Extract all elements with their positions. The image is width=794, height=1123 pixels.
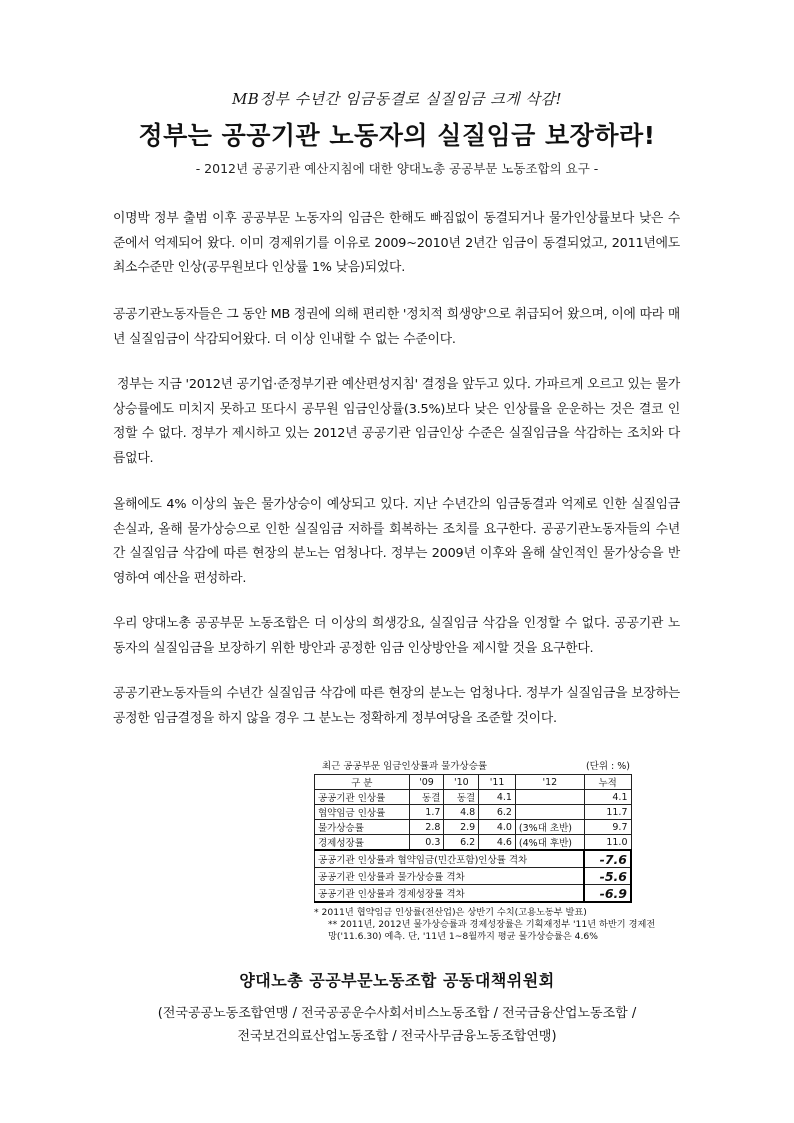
table-header-row	[315, 775, 632, 790]
cell-2010: 동결	[444, 790, 479, 805]
row-label: 공공기관 인상률	[315, 790, 410, 805]
subheadline: MB정부 수년간 임금동결로 실질임금 크게 삭감!	[231, 90, 563, 108]
member-unions-line-2: 전국보건의료산업노동조합 / 전국사무금융노동조합연맹)	[237, 1029, 557, 1044]
paragraph-2: 공공기관노동자들은 그 동안 MB 정권에 의해 편리한 '정치적 희생양'으로 취급되어 왔으며, 이에 따라 매년 실질임금이 삭감되어왔다. 더 이상 인내할 수 없는 수준이다.	[113, 307, 680, 347]
cell-2011: 4.6	[479, 835, 516, 851]
table-row	[315, 805, 632, 820]
cell-2012	[515, 790, 584, 805]
cell-2012: (3%대 초반)	[515, 820, 584, 835]
cell-2010: 6.2	[444, 835, 479, 851]
footnote-1: * 2011년 협약임금 인상률(전산업)은 상반기 수치(고용노동부 발표)	[314, 907, 587, 918]
gap-value: -5.6	[584, 868, 631, 885]
footnote-2: ** 2011년, 2012년 물가상승률과 경제성장률은 기획재정부 '11년 하반기 경제전망('11.6.30) 예측. 단, '11년 1~8월까지 평균 물가상승률은 4.6%	[328, 919, 656, 942]
cell-2011: 4.1	[479, 790, 516, 805]
cell-cumulative: 11.0	[584, 835, 631, 851]
paragraph-5: 우리 양대노총 공공부문 노동조합은 더 이상의 희생강요, 실질임금 삭감을 인정할 수 없다. 공공기관 노동자의 실질임금을 보장하기 위한 방안과 공정한 임금 인상방안을 제시할 것을 요구한다.	[113, 616, 680, 656]
header-cumulative: 누적	[584, 775, 631, 790]
organization-name: 양대노총 공공부문노동조합 공동대책위원회	[239, 971, 555, 990]
row-label: 물가상승률	[315, 820, 410, 835]
row-label: 경제성장률	[315, 835, 410, 851]
cell-cumulative: 11.7	[584, 805, 631, 820]
paragraph-4: 올해에도 4% 이상의 높은 물가상승이 예상되고 있다. 지난 수년간의 임금동결과 억제로 인한 실질임금 손실과, 올해 물가상승으로 인한 실질임금 저하를 회복하는 조치를 요구한다. 공공기관노동자들의 수년간 실질임금 삭감에 따른 현장의 분노는 엄청나다. 정부는 2009년 이후와 올해 살인적인 물가상승을 반영하여 예산을 편성하라.	[113, 497, 680, 586]
header-2009: '09	[409, 775, 444, 790]
cell-2009: 2.8	[409, 820, 444, 835]
gap-label: 공공기관 인상률과 경제성장률 격차	[315, 885, 585, 903]
cell-cumulative: 9.7	[584, 820, 631, 835]
cell-2009: 1.7	[409, 805, 444, 820]
table-unit: (단위 : %)	[585, 761, 630, 772]
cell-2012: (4%대 후반)	[515, 835, 584, 851]
gap-label: 공공기관 인상률과 협약임금(민간포함)인상률 격차	[315, 850, 585, 868]
header-2011: '11	[479, 775, 516, 790]
member-unions-line-1: (전국공공노동조합연맹 / 전국공공운수사회서비스노동조합 / 전국금융산업노동조합 /	[157, 1006, 637, 1021]
subtitle: - 2012년 공공기관 예산지침에 대한 양대노총 공공부문 노동조합의 요구 -	[195, 161, 599, 176]
cell-2009: 0.3	[409, 835, 444, 851]
row-label: 협약임금 인상률	[315, 805, 410, 820]
table-title: 최근 공공부문 임금인상률과 물가상승률	[322, 761, 488, 772]
wage-price-table	[314, 774, 632, 903]
gap-value: -7.6	[584, 850, 631, 868]
table-row	[315, 790, 632, 805]
cell-2011: 4.0	[479, 820, 516, 835]
cell-2010: 2.9	[444, 820, 479, 835]
cell-2009: 동결	[409, 790, 444, 805]
header-2012: '12	[515, 775, 584, 790]
table-row	[315, 820, 632, 835]
gap-value: -6.9	[584, 885, 631, 903]
header-category: 구 분	[315, 775, 410, 790]
paragraph-6: 공공기관노동자들의 수년간 실질임금 삭감에 따른 현장의 분노는 엄청나다. 정부가 실질임금을 보장하는 공정한 임금결정을 하지 않을 경우 그 분노는 정확하게 정부여당을 조준할 것이다.	[113, 686, 680, 726]
paragraph-3: 정부는 지금 '2012년 공기업·준정부기관 예산편성지침' 결정을 앞두고 있다. 가파르게 오르고 있는 물가상승률에도 미치지 못하고 또다시 공무원 임금인상률(3.5%)보다 낮은 인상률을 운운하는 것은 결코 인정할 수 없다. 정부가 제시하고 있는 2012년 공공기관 임금인상 수준은 실질임금을 삭감하는 조치와 다름없다.	[113, 377, 680, 466]
table-row	[315, 835, 632, 851]
gap-row	[315, 885, 632, 903]
table-caption	[322, 758, 630, 772]
paragraph-1: 이명박 정부 출범 이후 공공부문 노동자의 임금은 한해도 빠짐없이 동결되거나 물가인상률보다 낮은 수준에서 억제되어 왔다. 이미 경제위기를 이유로 2009~2010년 2년간 임금이 동결되었고, 2011년에도 최소수준만 인상(공무원보다 인상률 1% 낮음)되었다.	[113, 211, 680, 275]
gap-row	[315, 850, 632, 868]
cell-2011: 6.2	[479, 805, 516, 820]
page-title: 정부는 공공기관 노동자의 실질임금 보장하라!	[138, 121, 656, 150]
gap-label: 공공기관 인상률과 물가상승률 격차	[315, 868, 585, 885]
cell-cumulative: 4.1	[584, 790, 631, 805]
gap-row	[315, 868, 632, 885]
cell-2010: 4.8	[444, 805, 479, 820]
header-2010: '10	[444, 775, 479, 790]
cell-2012	[515, 805, 584, 820]
